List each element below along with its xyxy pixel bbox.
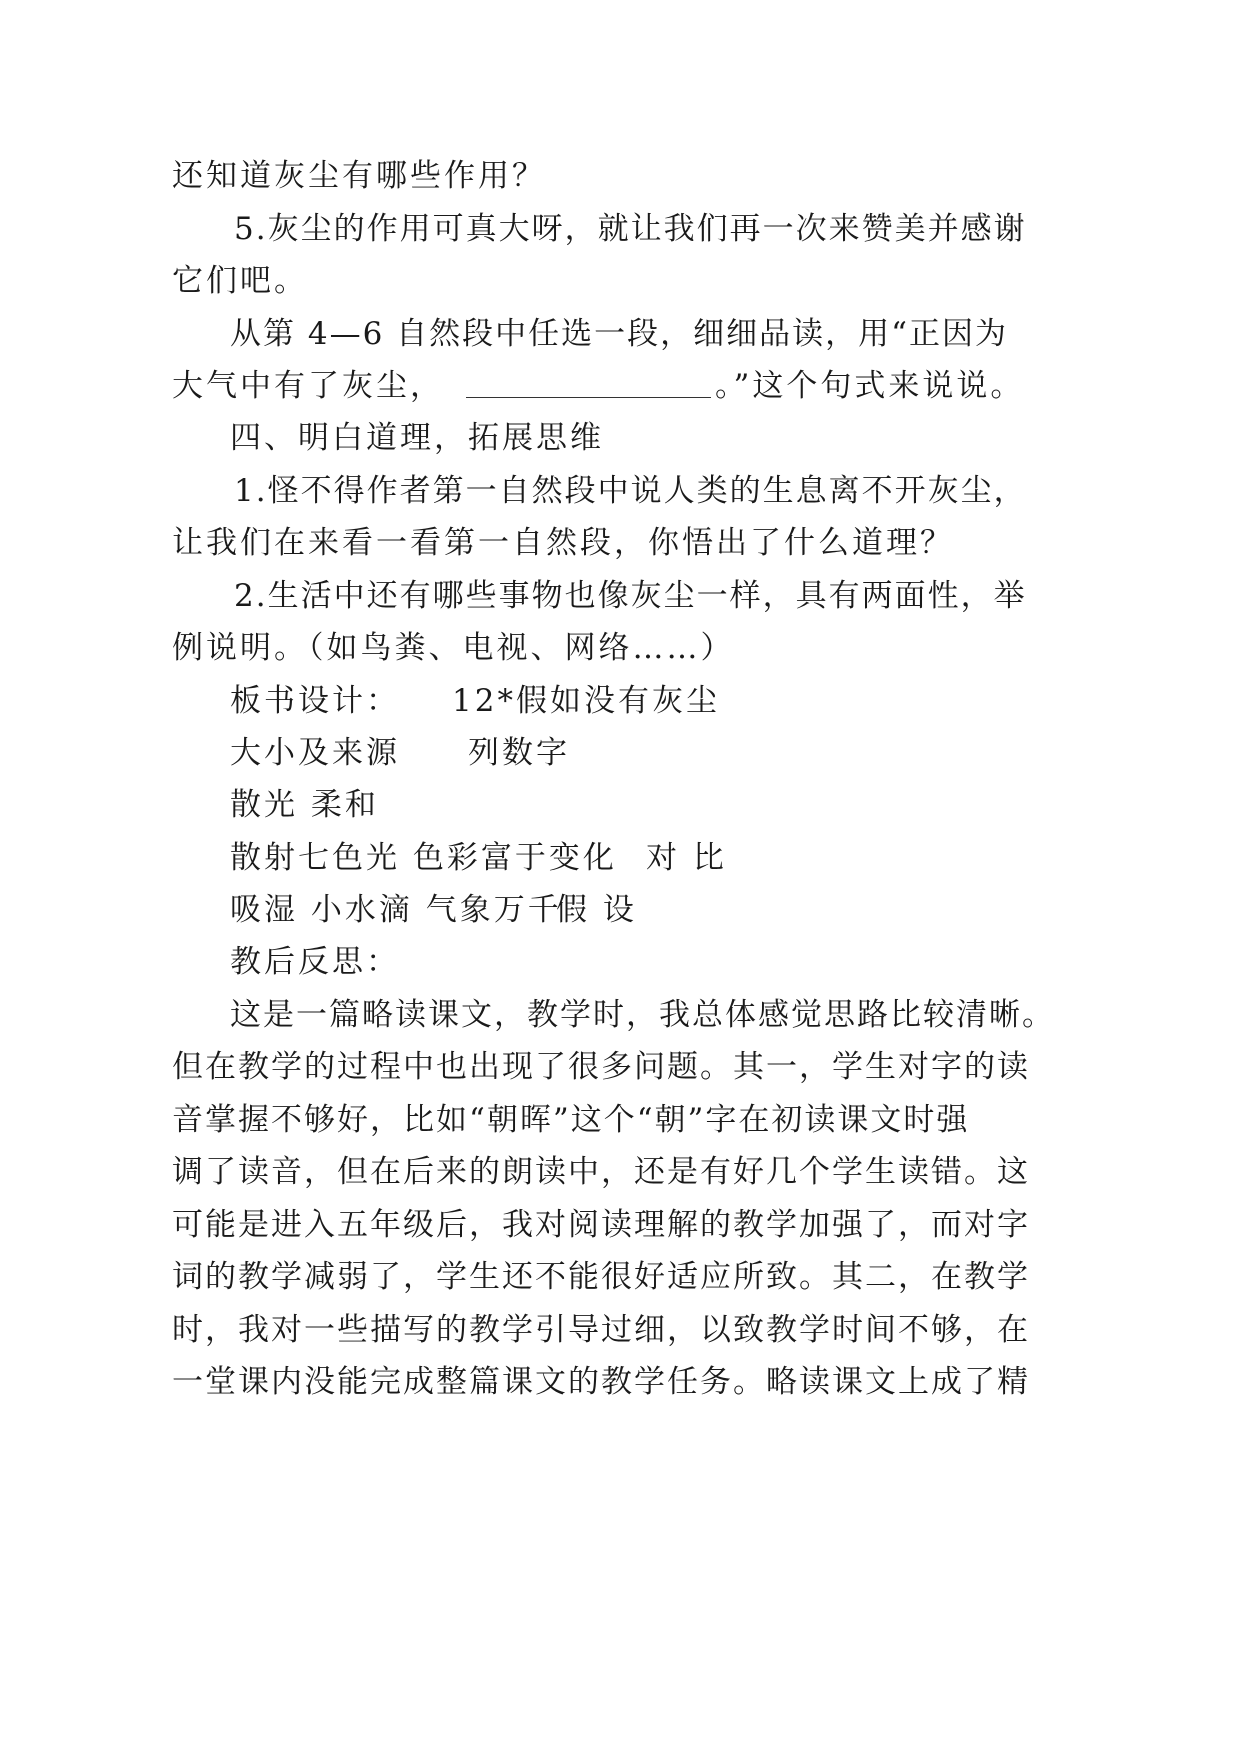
board-item: 散射七色光 色彩富于变化 [230, 840, 617, 876]
board-method: 对 比 [646, 840, 727, 876]
text-line [172, 360, 1024, 405]
text-segment: 大气中有了灰尘， [172, 368, 444, 404]
fill-in-blank [466, 371, 711, 398]
reflection-heading: 教后反思： [230, 944, 400, 980]
board-item: 吸湿 小水滴 气象万千 [230, 892, 562, 928]
section-heading: 四、明白道理，拓展思维 [230, 420, 604, 456]
text-line: 一堂课内没能完成整篇课文的教学任务。略读课文上成了精 [172, 1364, 1030, 1400]
text-line: 音掌握不够好，比如“朝晖”这个“朝”字在初读课文时强 [172, 1102, 970, 1138]
text-line: 从第 4—6 自然段中任选一段，细细品读，用“正因为 [230, 316, 1009, 352]
text-line: 这是一篇略读课文，教学时，我总体感觉思路比较清晰。 [230, 997, 1055, 1033]
board-method: 假 设 [556, 892, 637, 928]
text-line: 但在教学的过程中也出现了很多问题。其一，学生对字的读 [172, 1049, 1030, 1085]
board-item: 大小及来源 [230, 735, 400, 771]
board-method: 列数字 [468, 735, 570, 771]
text-line: 让我们在来看一看第一自然段，你悟出了什么道理？ [172, 525, 954, 561]
board-label: 板书设计： [230, 683, 400, 719]
text-line: 还知道灰尘有哪些作用？ [172, 158, 546, 194]
text-line: 5.灰尘的作用可真大呀，就让我们再一次来赞美并感谢 [234, 211, 1027, 247]
text-line: 例说明。（如鸟粪、电视、网络……） [172, 630, 735, 666]
text-line: 可能是进入五年级后，我对阅读理解的教学加强了，而对字 [172, 1207, 1030, 1243]
text-line: 2.生活中还有哪些事物也像灰尘一样，具有两面性，举 [234, 578, 1027, 614]
board-item: 散光 柔和 [230, 787, 379, 823]
text-segment: 。”这个句式来说说。 [715, 368, 1025, 404]
text-line: 调了读音，但在后来的朗读中，还是有好几个学生读错。这 [172, 1154, 1030, 1190]
text-line: 时，我对一些描写的教学引导过细，以致教学时间不够，在 [172, 1312, 1030, 1348]
text-line: 1.怪不得作者第一自然段中说人类的生息离不开灰尘， [234, 473, 1027, 509]
text-line: 它们吧。 [172, 263, 308, 299]
board-title: 12*假如没有灰尘 [452, 683, 720, 719]
text-line: 词的教学减弱了，学生还不能很好适应所致。其二，在教学 [172, 1259, 1030, 1295]
